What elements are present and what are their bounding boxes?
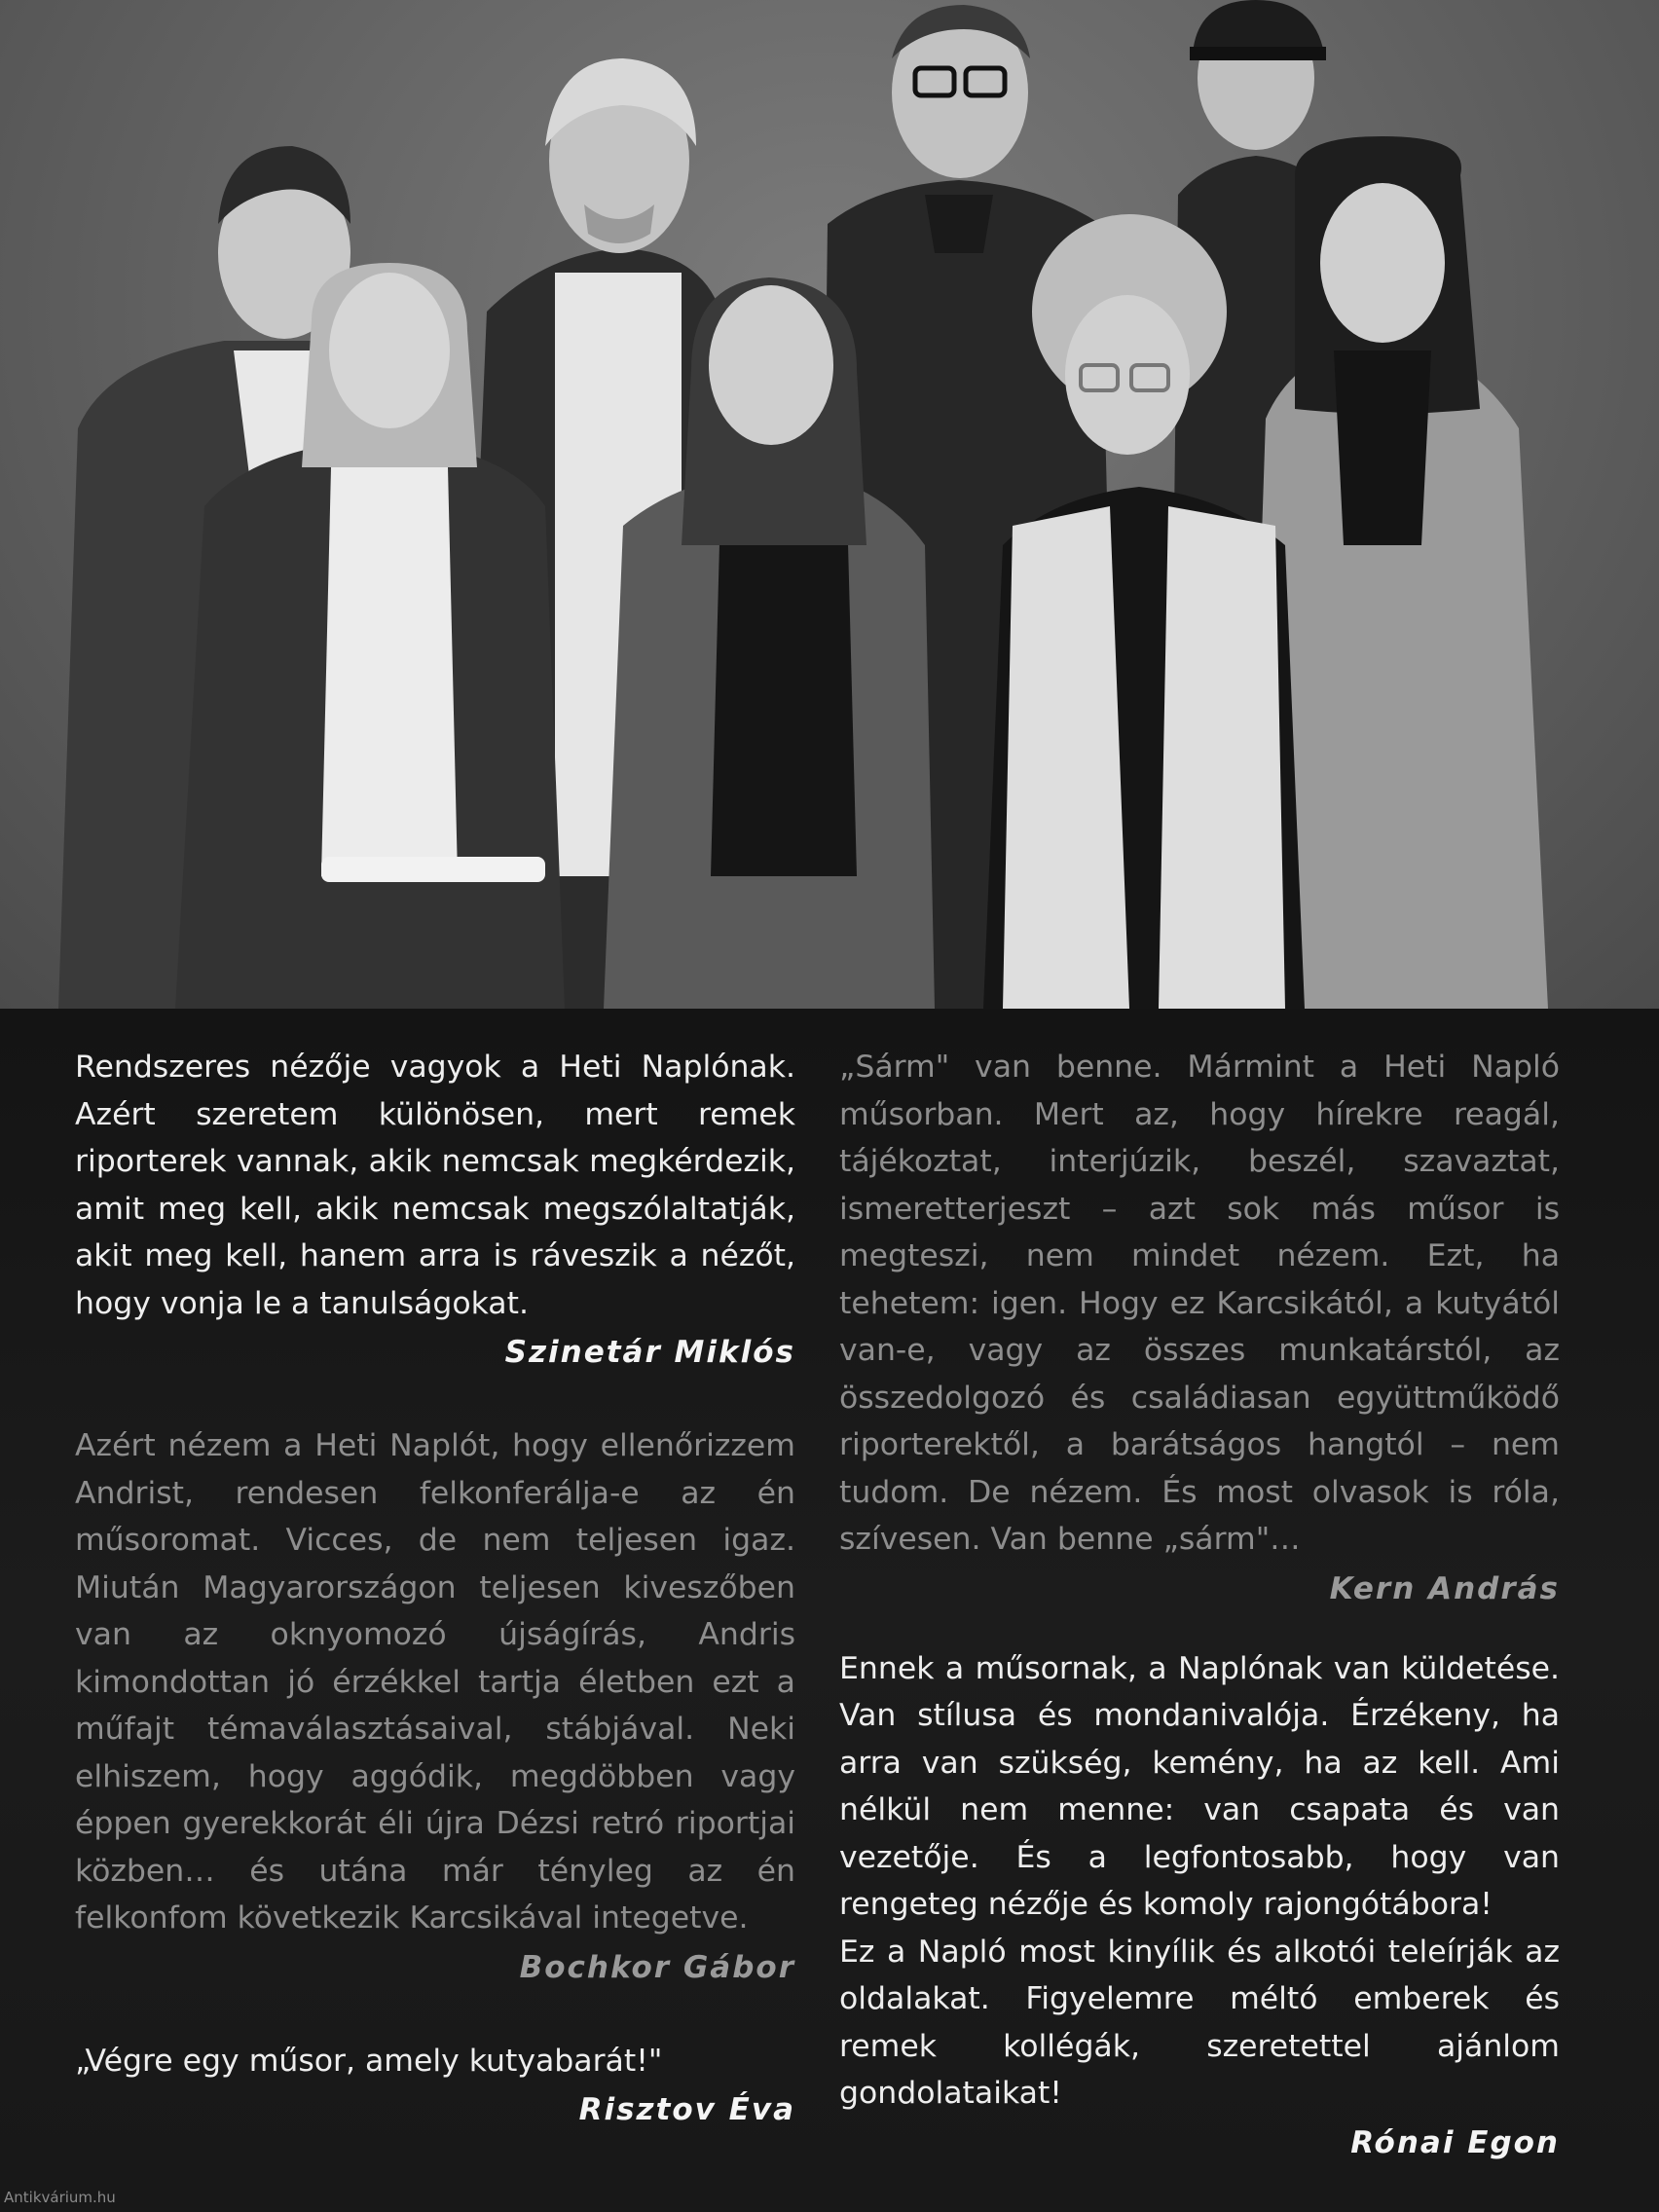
team-photo <box>0 0 1659 1009</box>
quote-text: „Sárm" van benne. Mármint a Heti Napló műsorban. Mert az, hogy hírekre reagál, tájékoztat, interjúzik, beszél, szavaztat, ismeretterjeszt – azt sok más műsor is megteszi, nem mindet nézem. Ezt, ha tehetem: igen. Hogy ez Karcsikától, a kutyától van-e, vagy az összes munkatárstól, az összedolgozó és családiasan együttműködő riporterektől, a barátságos hangtól – nem tudom. De nézem. És most olvasok is róla, szívesen. Van benne „sárm"… <box>839 1050 1560 1557</box>
quote-author: Rónai Egon <box>1350 2124 1560 2160</box>
watermark: Antikvárium.hu <box>4 2189 116 2206</box>
right-column <box>839 1044 1560 2160</box>
quote-author: Szinetár Miklós <box>504 1335 795 1370</box>
quote-risztov <box>75 2038 795 2128</box>
quote-kern <box>839 1044 1560 1606</box>
quote-text-continued: Ez a Napló most kinyílik és alkotói teleírják az oldalakat. Figyelemre méltó emberek és remek kollégák, szeretettel ajánlom gondolataikat! <box>839 1934 1560 2111</box>
quote-bochkor <box>75 1422 795 1985</box>
quote-author: Bochkor Gábor <box>519 1949 795 1985</box>
quote-text: Rendszeres nézője vagyok a Heti Naplónak. Azért szeretem különösen, mert remek riporterek vannak, akik nemcsak megkérdezik, amit meg kell, akik nemcsak megszólaltatják, akit meg kell, hanem arra is ráveszik a nézőt, hogy vonja le a tanulságokat. <box>75 1050 795 1321</box>
quote-text: „Végre egy műsor, amely kutyabarát!" <box>75 2043 663 2079</box>
team-photo-illustration <box>0 0 1659 1009</box>
left-column <box>75 1044 795 2127</box>
quote-author: Kern András <box>1329 1570 1560 1606</box>
quote-ronai <box>839 1645 1560 2160</box>
quote-text: Ennek a műsornak, a Naplónak van küldetése. Van stílusa és mondanivalója. Érzékeny, ha arra van szükség, kemény, ha az kell. Ami nélkül nem menne: van csapata és van vezetője. És a legfontosabb, hogy van rengeteg nézője és komoly rajongótábora! <box>839 1650 1560 1922</box>
quote-text: Azért nézem a Heti Naplót, hogy ellenőrizzem Andrist, rendesen felkonferálja-e az én műsoromat. Vicces, de nem teljesen igaz. Miután Magyarországon teljesen kiveszőben van az oknyomozó újságírás, Andris kimondottan jó érzékkel tartja életben ezt a műfajt témaválasztásaival, stábjával. Neki elhiszem, hogy aggódik, megdöbben vagy éppen gyerekkorát éli újra Dézsi retró riportjai közben… és utána már tényleg az én felkonfom következik Karcsikával integetve. <box>75 1428 795 1936</box>
testimonials-section <box>0 1009 1659 2212</box>
quote-szinetar <box>75 1044 795 1370</box>
quote-author: Risztov Éva <box>578 2092 795 2127</box>
